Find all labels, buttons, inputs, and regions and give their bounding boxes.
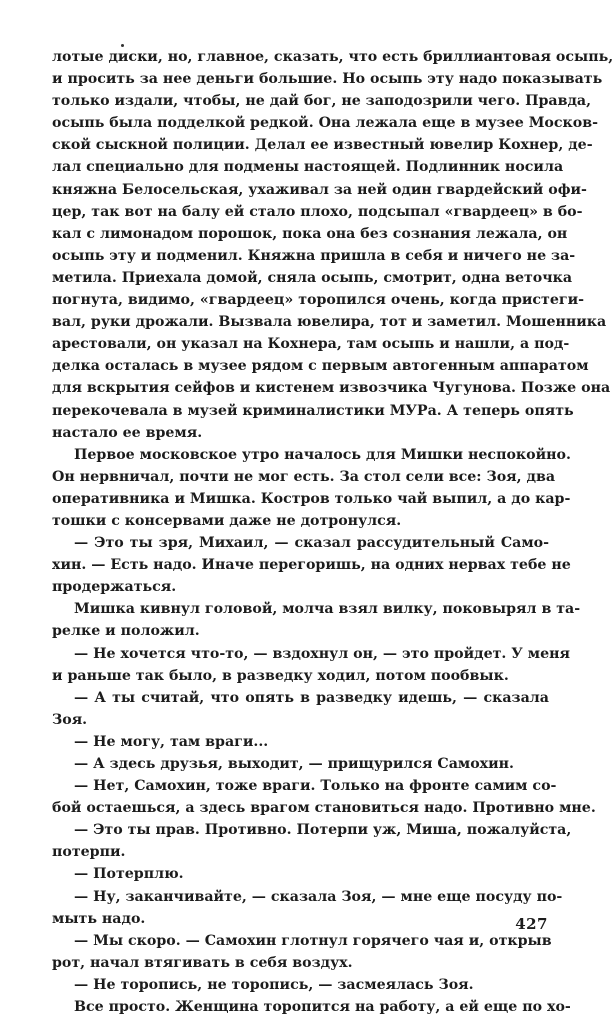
text-line: перекочевала в музей криминалистики МУРа. А теперь опять	[52, 402, 574, 419]
text-line: лотые диски, но, главное, сказать, что есть бриллиантовая осыпь,	[52, 49, 613, 65]
text-line: — А ты считай, что опять в разведку идешь, — сказала	[74, 689, 549, 706]
text-line: лал специально для подмены настоящей. Подлинник носила	[52, 159, 564, 176]
text-line: настало ее время.	[52, 424, 203, 441]
text-line: осыпь была подделкой редкой. Она лежала еще в музее Москов-	[52, 115, 598, 132]
text-line: кал с лимонадом порошок, пока она без сознания лежала, он	[52, 225, 568, 242]
text-line: Зоя.	[52, 711, 88, 728]
text-line: — Ну, заканчивайте, — сказала Зоя, — мне еще посуду по-	[74, 888, 563, 905]
text-line: — Потерплю.	[74, 866, 184, 883]
text-line: бой остаешься, а здесь врагом становиться надо. Противно мне.	[52, 800, 596, 817]
text-line: делка осталась в музее рядом с первым автогенным аппаратом	[52, 358, 589, 375]
text-line: метила. Приехала домой, сняла осыпь, смотрит, одна веточка	[52, 269, 573, 286]
page-number: 427	[515, 915, 548, 933]
text-line: вал, руки дрожали. Вызвала ювелира, тот и заметил. Мошенника	[52, 314, 607, 331]
text-line: продержаться.	[52, 579, 177, 596]
text-line: и раньше так было, в разведку ходил, потом пообвык.	[52, 667, 509, 684]
text-line: и просить за нее деньги большие. Но осыпь эту надо показывать	[52, 71, 603, 88]
text-line: для вскрытия сейфов и кистенем извозчика Чугунова. Позже она	[52, 380, 611, 397]
text-line: княжна Белосельская, ухаживал за ней один гвардейский офи-	[52, 181, 587, 198]
text-line: — Нет, Самохин, тоже враги. Только на фронте самим со-	[74, 778, 557, 795]
body-text	[52, 46, 613, 1018]
text-line: рот, начал втягивать в себя воздух.	[52, 954, 353, 971]
text-line: — Это ты прав. Противно. Потерпи уж, Миша, пожалуйста,	[74, 822, 572, 839]
text-line: осыпь эту и подменил. Княжна пришла в себя и ничего не за-	[52, 247, 576, 264]
text-line: релке и положил.	[52, 623, 200, 640]
text-line: Все просто. Женщина торопится на работу, а ей еще по хо-	[74, 999, 571, 1016]
text-line: мыть надо.	[52, 910, 146, 927]
text-line: — А здесь друзья, выходит, — прищурился Самохин.	[74, 756, 514, 772]
text-line: — Это ты зря, Михаил, — сказал рассудительный Само-	[74, 535, 549, 552]
text-line: Первое московское утро началось для Мишки неспокойно.	[74, 446, 571, 463]
text-line: Он нервничал, почти не мог есть. За стол сели все: Зоя, два	[52, 468, 556, 485]
text-line: Мишка кивнул головой, молча взял вилку, поковырял в та-	[74, 601, 581, 618]
text-line: погнута, видимо, «гвардеец» торопился очень, когда пристеги-	[52, 292, 584, 309]
text-line: только издали, чтобы, не дай бог, не заподозрили чего. Правда,	[52, 93, 592, 110]
text-line: хин. — Есть надо. Иначе перегоришь, на одних нервах тебе не	[52, 557, 571, 574]
text-line: потерпи.	[52, 844, 126, 861]
text-line: — Не могу, там враги...	[74, 733, 269, 750]
text-line: цер, так вот на балу ей стало плохо, подсыпал «гвардеец» в бо-	[52, 203, 583, 220]
text-line: — Не торопись, не торопись, — засмеялась Зоя.	[74, 976, 474, 993]
text-line: арестовали, он указал на Кохнера, там осыпь и нашли, а под-	[52, 336, 570, 353]
text-line: оперативника и Мишка. Костров только чай выпил, а до кар-	[52, 490, 571, 507]
text-line: ской сыскной полиции. Делал ее известный ювелир Кохнер, де-	[52, 137, 593, 154]
text-line: — Мы скоро. — Самохин глотнул горячего чая и, открыв	[74, 932, 552, 949]
text-line: тошки с консервами даже не дотронулся.	[52, 512, 402, 529]
text-line: — Не хочется что-то, — вздохнул он, — это пройдет. У меня	[74, 645, 570, 662]
